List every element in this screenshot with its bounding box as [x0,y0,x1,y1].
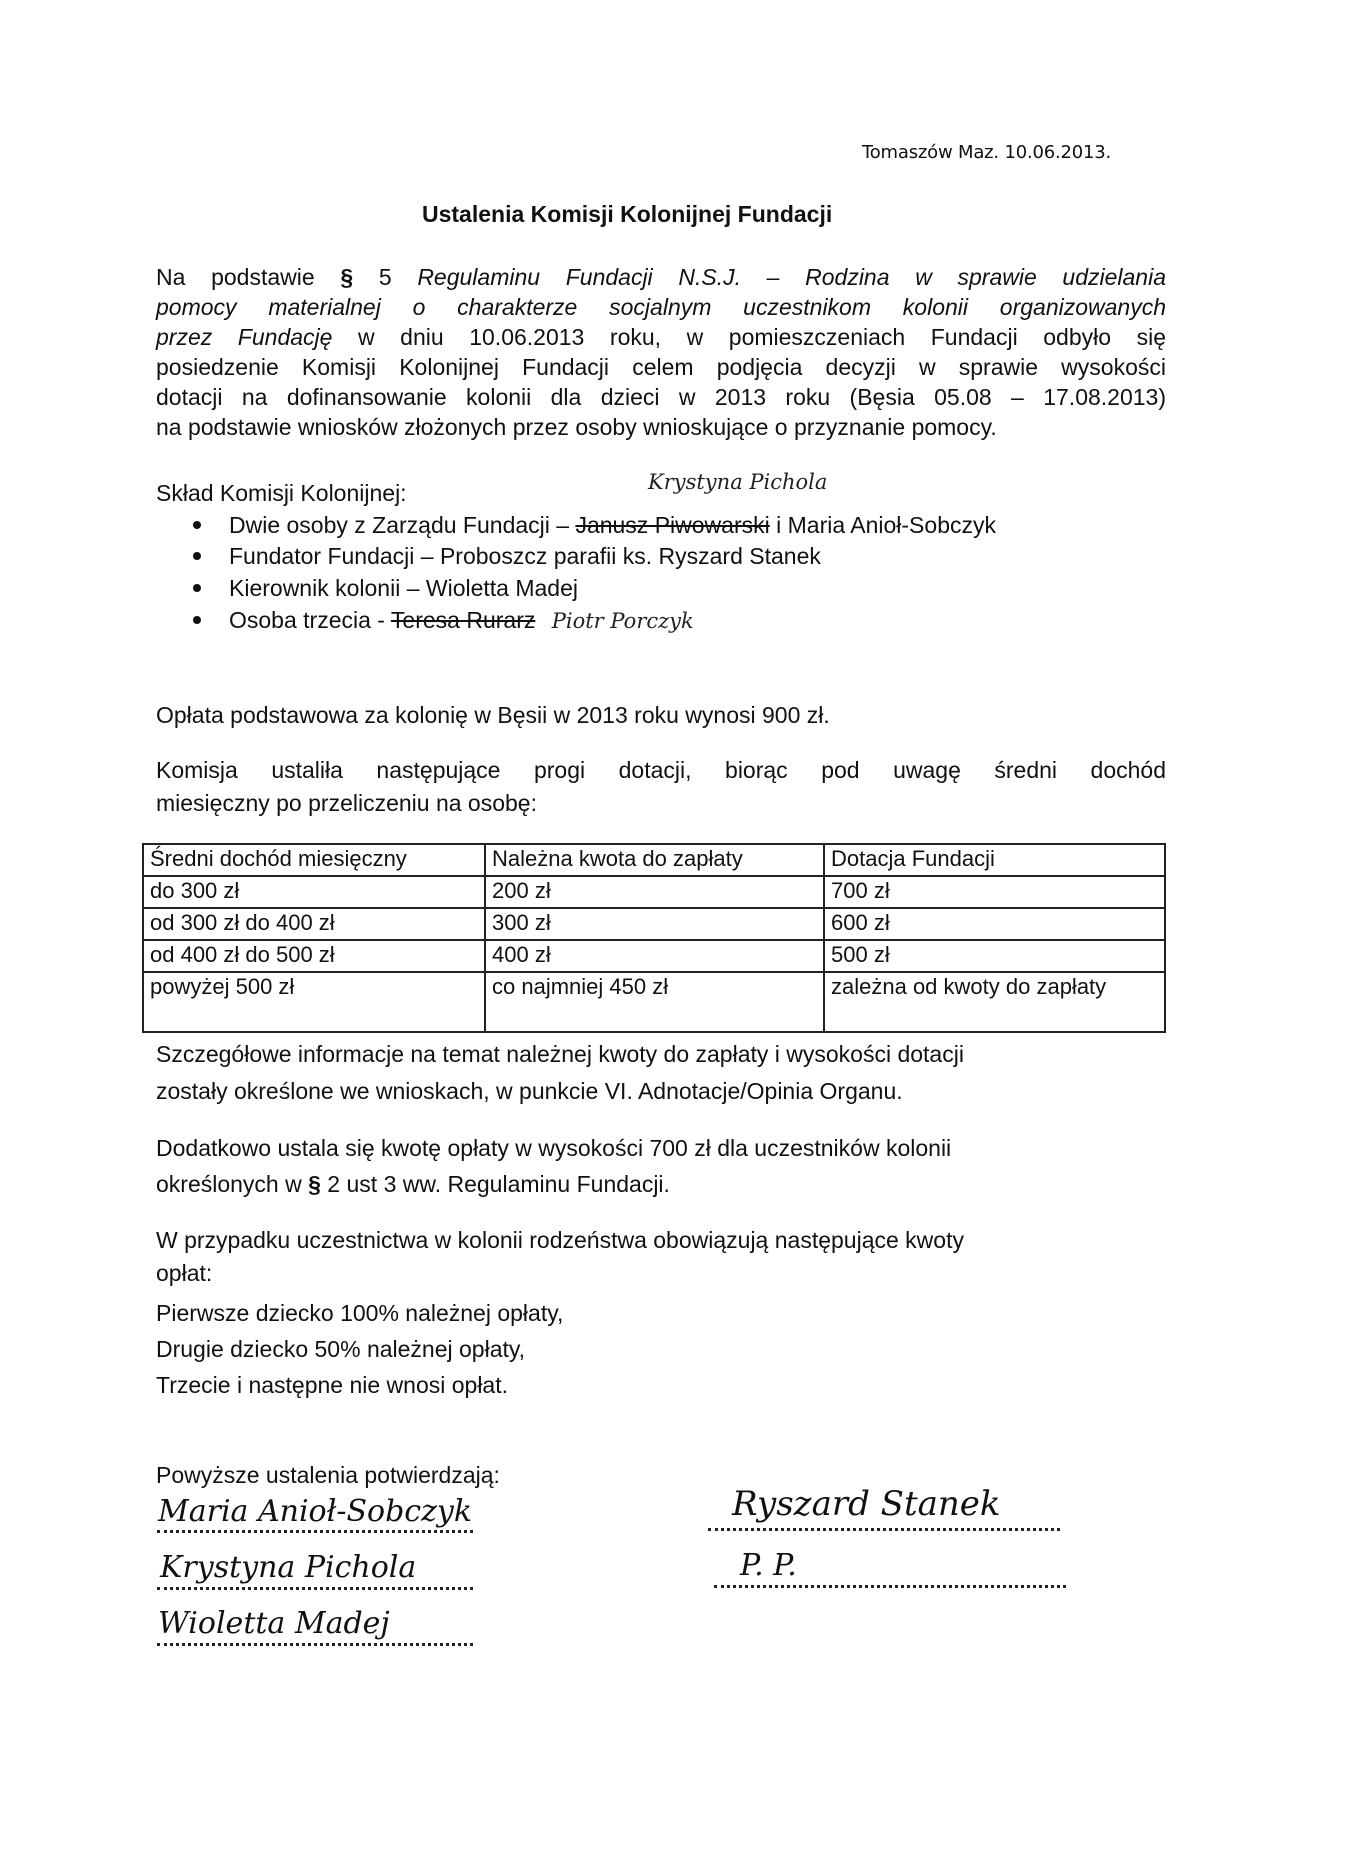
signature-line [157,1587,473,1590]
intro-line-5: dotacji na dofinansowanie kolonii dla dzieci w 2013 roku (Bęsia 05.08 – 17.08.2013) [156,384,1166,410]
intro-line-4: posiedzenie Komisji Kolonijnej Fundacji celem podjęcia decyzji w sprawie wysokości [156,354,1166,380]
intro-text: 5 [353,264,418,290]
additional-line-1: Dodatkowo ustala się kwotę opłaty w wysokości 700 zł dla uczestników kolonii [156,1135,952,1161]
struck-name: Janusz Piwowarski [575,512,770,538]
signature-line [714,1585,1066,1588]
table-row [143,972,1165,1032]
struck-name: Teresa Rurarz [390,607,536,633]
section-sign: § [340,264,354,290]
signature-line [157,1530,473,1533]
table-cell: od 300 zł do 400 zł [143,908,485,940]
table-header-row [143,844,1165,876]
intro-line-2 [156,292,1166,322]
table-cell: od 400 zł do 500 zł [143,940,485,972]
table-cell: 700 zł [824,876,1165,908]
table-cell: 400 zł [485,940,824,972]
signature-wioletta-madej: Wioletta Madej [158,1606,390,1641]
table-row [143,940,1165,972]
table-row [143,908,1165,940]
bullet-icon [193,521,201,529]
table-cell: zależna od kwoty do zapłaty [824,972,1165,1032]
intro-line-3 [156,322,1166,352]
bullet-icon [193,616,201,624]
intro-line-6: na podstawie wniosków złożonych przez osoby wnioskujące o przyznanie pomocy. [156,414,997,440]
member-role: Dwie osoby z Zarządu Fundacji – [229,512,576,538]
table-cell: co najmniej 450 zł [485,972,824,1032]
table-header-cell: Średni dochód miesięczny [143,844,485,876]
additional-text: 2 ust 3 ww. Regulaminu Fundacji. [320,1171,670,1197]
member-role: Osoba trzecia - [229,607,391,633]
siblings-item-1: Pierwsze dziecko 100% należnej opłaty, [156,1300,564,1326]
spacer [535,607,541,633]
base-fee-text: Opłata podstawowa za kolonię w Bęsii w 2013 roku wynosi 900 zł. [156,702,830,728]
intro-text: Na podstawie [156,264,341,290]
committee-heading: Skład Komisji Kolonijnej: [156,480,407,506]
subsidy-thresholds-table [142,843,1166,1033]
details-line-2: zostały określone we wnioskach, w punkcie VI. Adnotacje/Opinia Organu. [156,1078,903,1104]
siblings-item-2: Drugie dziecko 50% należnej opłaty, [156,1336,526,1362]
table-cell: 300 zł [485,908,824,940]
thresholds-line-2: miesięczny po przeliczeniu na osobę: [156,790,537,816]
signature-initials: P. P. [740,1548,797,1583]
committee-member-3 [193,573,578,603]
thresholds-intro [156,755,1166,818]
handwritten-name: Piotr Porczyk [551,609,694,633]
member-name: i Maria Anioł-Sobczyk [769,512,996,538]
additional-text: określonych w [156,1171,309,1197]
committee-member-1 [193,510,996,540]
table-header-cell: Należna kwota do zapłaty [485,844,824,876]
regulation-name: Regulaminu Fundacji N.S.J. – Rodzina w sprawie udzielania [417,264,1167,290]
additional-line-2 [156,1169,670,1199]
signature-maria-aniol-sobczyk: Maria Anioł-Sobczyk [158,1494,473,1529]
member-role: Kierownik kolonii – Wioletta Madej [229,575,578,601]
bullet-icon [193,584,201,592]
table-cell: 200 zł [485,876,824,908]
bullet-icon [193,552,201,560]
section-sign: § [308,1171,321,1197]
regulation-name-cont: pomocy materialnej o charakterze socjalnym uczestnikom kolonii organizowanych [156,294,1166,320]
place-date: Tomaszów Maz. 10.06.2013. [862,142,1112,163]
intro-line-1 [156,262,1166,292]
document-title: Ustalenia Komisji Kolonijnej Fundacji [422,201,833,227]
thresholds-line-1: Komisja ustaliła następujące progi dotacji, biorąc pod uwagę średni dochód [156,757,1166,783]
details-line-1: Szczegółowe informacje na temat należnej kwoty do zapłaty i wysokości dotacji [156,1041,964,1067]
siblings-line-1: W przypadku uczestnictwa w kolonii rodzeństwa obowiązują następujące kwoty [156,1227,964,1253]
table-cell: 600 zł [824,908,1165,940]
intro-paragraph [156,262,1166,442]
member-role: Fundator Fundacji – Proboszcz parafii ks. Ryszard Stanek [229,543,821,569]
table-cell: powyżej 500 zł [143,972,485,1032]
signature-line [708,1528,1060,1531]
siblings-line-2: opłat: [156,1260,213,1286]
table-header-cell: Dotacja Fundacji [824,844,1165,876]
table-row [143,876,1165,908]
intro-text: w dniu 10.06.2013 roku, w pomieszczeniach Fundacji odbyło się [332,324,1167,350]
signature-krystyna-pichola: Krystyna Pichola [160,1550,417,1585]
committee-member-4 [193,605,694,636]
confirmation-heading: Powyższe ustalenia potwierdzają: [156,1462,500,1488]
regulation-name-end: przez Fundację [156,324,333,350]
handwritten-note-replacement: Krystyna Pichola [648,470,828,494]
siblings-item-3: Trzecie i następne nie wnosi opłat. [156,1372,509,1398]
table-cell: 500 zł [824,940,1165,972]
committee-member-2 [193,541,821,571]
signature-line [157,1643,473,1646]
table-cell: do 300 zł [143,876,485,908]
signature-ryszard-stanek: Ryszard Stanek [732,1484,1001,1524]
